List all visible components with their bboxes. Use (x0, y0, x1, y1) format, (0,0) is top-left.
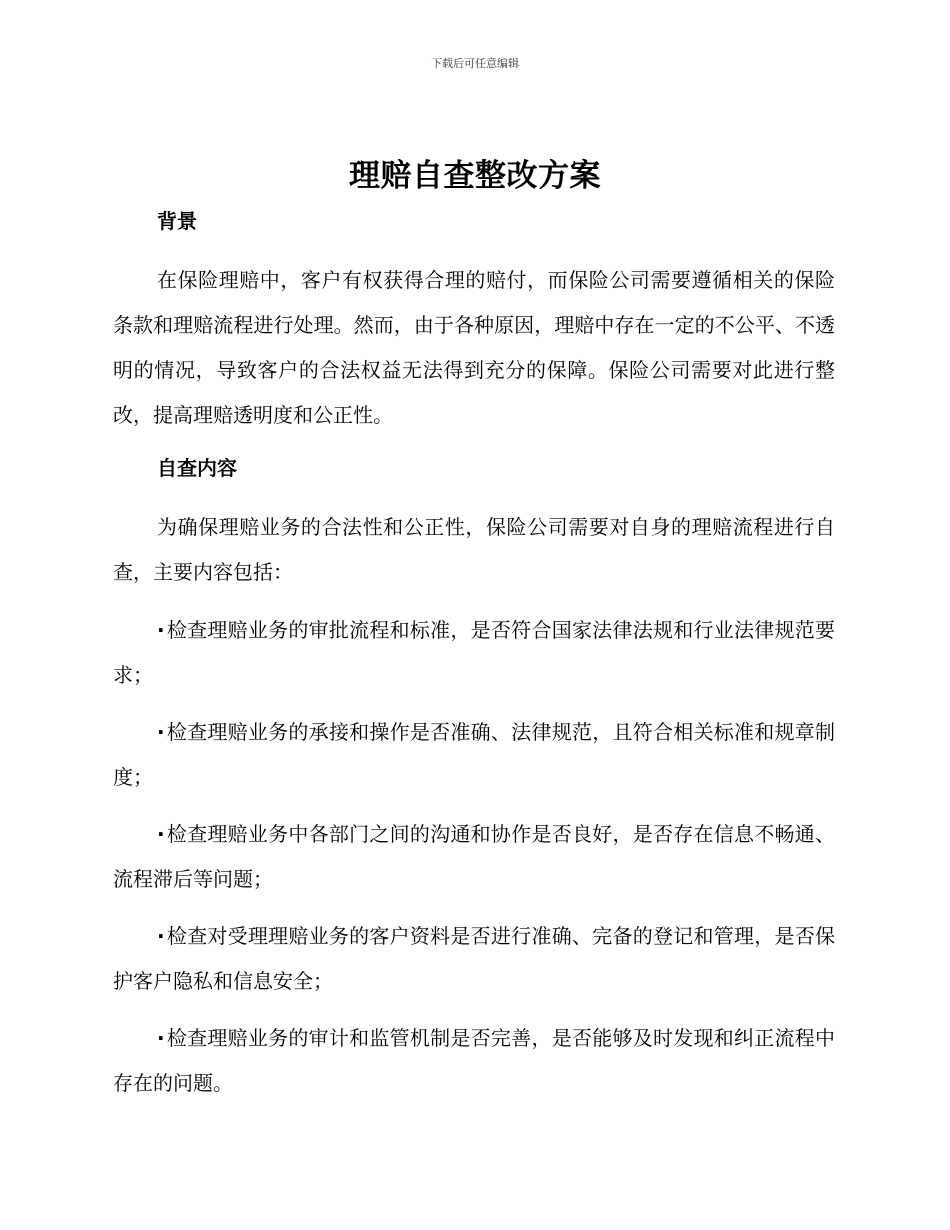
list-item (113, 608, 835, 698)
self-check-item-list (113, 608, 835, 1106)
section-background (113, 204, 835, 438)
section-heading-background: 背景 (157, 209, 197, 233)
section-heading-self-check: 自查内容 (157, 456, 237, 480)
background-paragraph: 在保险理赔中，客户有权获得合理的赔付，而保险公司需要遵循相关的保险条款和理赔流程进行处理。然而，由于各种原因，理赔中存在一定的不公平、不透明的情况，导致客户的合法权益无法得到充分的保障。保险公司需要对此进行整改，提高理赔透明度和公正性。 (113, 268, 835, 427)
list-item (113, 914, 835, 1004)
self-check-intro-paragraph: 为确保理赔业务的合法性和公正性，保险公司需要对自身的理赔流程进行自查，主要内容包括： (113, 515, 835, 584)
bullet-icon: · (157, 720, 165, 744)
list-item (113, 1016, 835, 1106)
list-item-text: 检查理赔业务的审批流程和标准，是否符合国家法律法规和行业法律规范要求； (113, 618, 835, 687)
list-item-text: 检查对受理理赔业务的客户资料是否进行准确、完备的登记和管理，是否保护客户隐私和信息安全； (113, 924, 835, 993)
bullet-icon: · (157, 822, 165, 846)
bullet-icon: · (157, 924, 165, 948)
document-title: 理赔自查整改方案 (349, 158, 601, 194)
list-item-text: 检查理赔业务中各部门之间的沟通和协作是否良好，是否存在信息不畅通、流程滞后等问题； (113, 822, 835, 891)
list-item (113, 812, 835, 902)
list-item-text: 检查理赔业务的承接和操作是否准确、法律规范，且符合相关标准和规章制度； (113, 720, 835, 789)
bullet-icon: · (157, 1026, 165, 1050)
section-self-check-content (113, 451, 835, 1106)
list-item (113, 710, 835, 800)
document-body (113, 204, 835, 1118)
bullet-icon: · (157, 618, 165, 642)
header-note: 下载后可任意编辑 (431, 57, 519, 70)
list-item-text: 检查理赔业务的审计和监管机制是否完善，是否能够及时发现和纠正流程中存在的问题。 (113, 1026, 835, 1095)
